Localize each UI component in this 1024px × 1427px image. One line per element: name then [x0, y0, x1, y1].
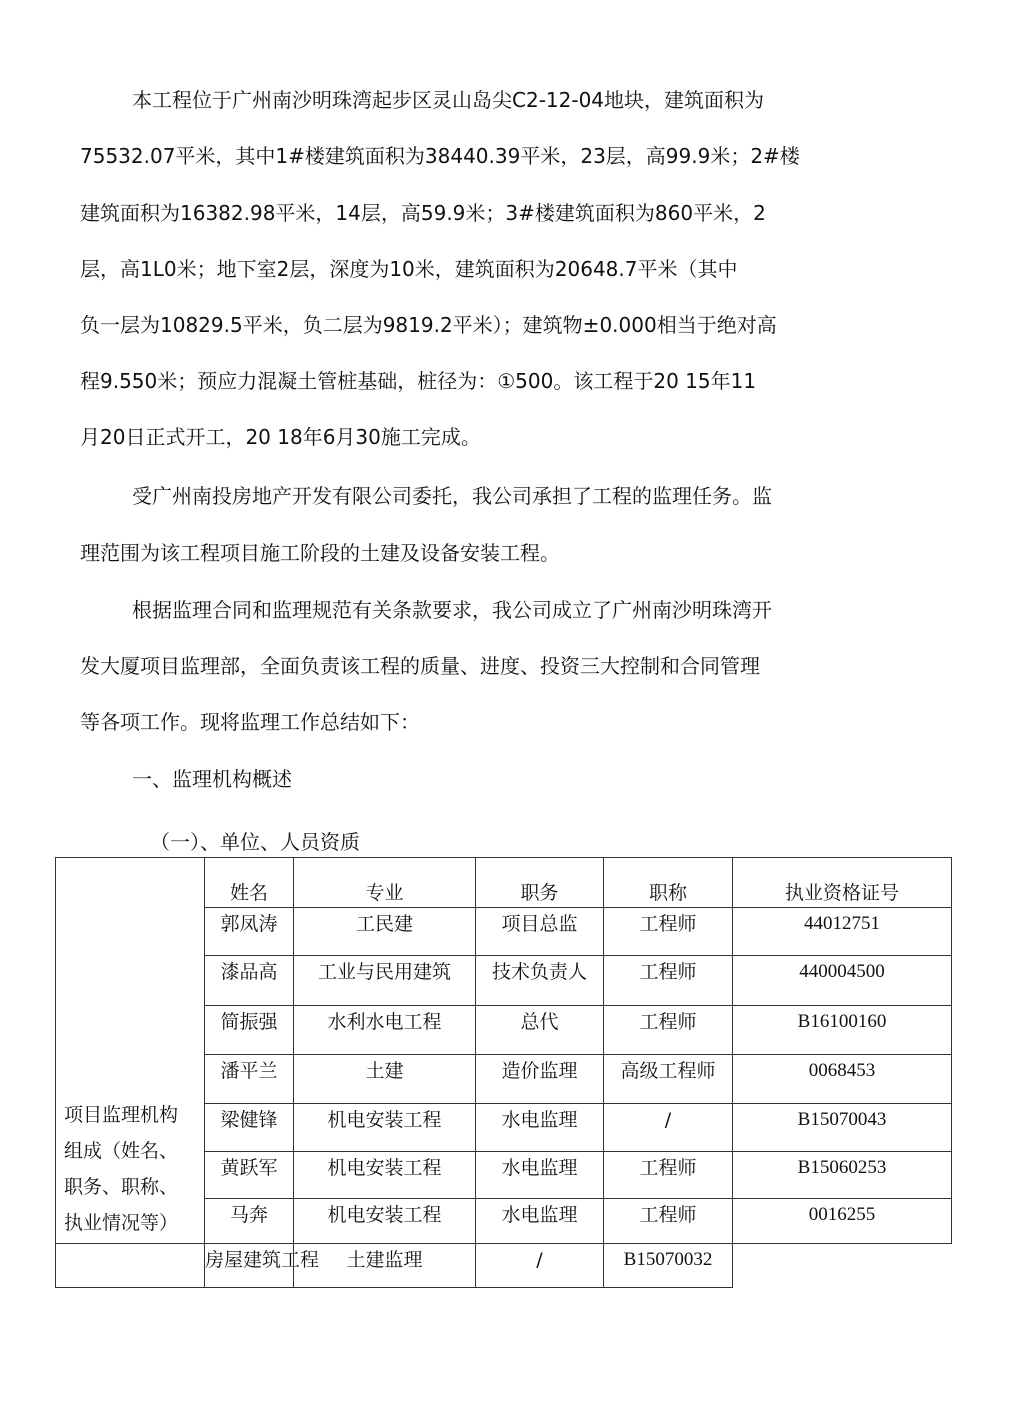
- cell-title: 工程师: [604, 1006, 733, 1055]
- cell-license: 440004500: [733, 956, 952, 1006]
- cell-name: 黄跃军: [205, 1152, 294, 1199]
- cell-title: 工程师: [604, 1199, 733, 1244]
- paragraph-2-line-2: 理范围为该工程项目施工阶段的土建及设备安装工程。: [80, 541, 560, 565]
- paragraph-1-line-5: 负一层为10829.5平米，负二层为9819.2平米）；建筑物±0.000相当于绝对高: [80, 313, 777, 337]
- cell-major: 机电安装工程: [294, 1152, 476, 1199]
- cell-name: 简振强: [205, 1006, 294, 1055]
- cell-major: 工业与民用建筑: [294, 956, 476, 1006]
- paragraph-2-line-1: 受广州南投房地产开发有限公司委托，我公司承担了工程的监理任务。监: [132, 484, 772, 508]
- cell-license: B16100160: [733, 1006, 952, 1055]
- paragraph-1-line-3: 建筑面积为16382.98平米，14层，高59.9米；3#楼建筑面积为860平米，2: [80, 201, 766, 225]
- org-label-cell: 项目监理机构组成（姓名、职务、职称、执业情况等）: [56, 858, 205, 1244]
- paragraph-1-line-7: 月20日正式开工，20 18年6月30施工完成。: [80, 425, 481, 449]
- cell-license: B15060253: [733, 1152, 952, 1199]
- paragraph-1-line-6: 程9.550米；预应力混凝土管桩基础，桩径为：①500。该工程于20 15年11: [80, 369, 757, 393]
- cell-major: 房屋建筑工程: [205, 1244, 294, 1288]
- paragraph-3-line-3: 等各项工作。现将监理工作总结如下：: [80, 710, 420, 734]
- header-position: 职务: [476, 858, 604, 908]
- cell-empty: [56, 1244, 205, 1288]
- table-header-row: [56, 858, 952, 908]
- cell-title: /: [604, 1104, 733, 1152]
- cell-title: 工程师: [604, 1152, 733, 1199]
- cell-name: 梁健锋: [205, 1104, 294, 1152]
- cell-major: 水利水电工程: [294, 1006, 476, 1055]
- cell-position: 水电监理: [476, 1104, 604, 1152]
- table-row: [56, 1244, 952, 1288]
- cell-position: 总代: [476, 1006, 604, 1055]
- cell-license: B15070043: [733, 1104, 952, 1152]
- cell-license: B15070032: [604, 1244, 733, 1288]
- cell-major: 土建: [294, 1055, 476, 1104]
- paragraph-3-line-1: 根据监理合同和监理规范有关条款要求，我公司成立了广州南沙明珠湾开: [132, 598, 772, 622]
- cell-license: 0016255: [733, 1199, 952, 1244]
- cell-name: 郭凤涛: [205, 908, 294, 956]
- cell-position: 技术负责人: [476, 956, 604, 1006]
- cell-position: 项目总监: [476, 908, 604, 956]
- cell-license: 44012751: [733, 908, 952, 956]
- header-major: 专业: [294, 858, 476, 908]
- cell-title: 工程师: [604, 908, 733, 956]
- cell-license: 0068453: [733, 1055, 952, 1104]
- cell-position: 水电监理: [476, 1199, 604, 1244]
- paragraph-1-line-4: 层，高1L0米；地下室2层，深度为10米，建筑面积为20648.7平米（其中: [80, 257, 738, 281]
- staff-qualification-table: [55, 857, 952, 1288]
- paragraph-1-line-2: 75532.07平米，其中1#楼建筑面积为38440.39平米，23层，高99.9米；2#楼: [80, 144, 800, 168]
- cell-name: 马奔: [205, 1199, 294, 1244]
- cell-position: 水电监理: [476, 1152, 604, 1199]
- header-title: 职称: [604, 858, 733, 908]
- cell-position: 土建监理: [294, 1244, 476, 1288]
- header-name: 姓名: [205, 858, 294, 908]
- cell-title: 工程师: [604, 956, 733, 1006]
- cell-name: 潘平兰: [205, 1055, 294, 1104]
- cell-title: 高级工程师: [604, 1055, 733, 1104]
- cell-name: 漆品高: [205, 956, 294, 1006]
- cell-major: 机电安装工程: [294, 1199, 476, 1244]
- cell-major: 机电安装工程: [294, 1104, 476, 1152]
- subsection-heading: （一）、单位、人员资质: [150, 830, 360, 854]
- paragraph-3-line-2: 发大厦项目监理部，全面负责该工程的质量、进度、投资三大控制和合同管理: [80, 654, 760, 678]
- cell-title: /: [476, 1244, 604, 1288]
- cell-major: 工民建: [294, 908, 476, 956]
- header-license: 执业资格证号: [733, 858, 952, 908]
- section-heading: 一、监理机构概述: [132, 767, 292, 791]
- cell-position: 造价监理: [476, 1055, 604, 1104]
- paragraph-1-line-1: 本工程位于广州南沙明珠湾起步区灵山岛尖C2-12-04地块，建筑面积为: [132, 88, 765, 112]
